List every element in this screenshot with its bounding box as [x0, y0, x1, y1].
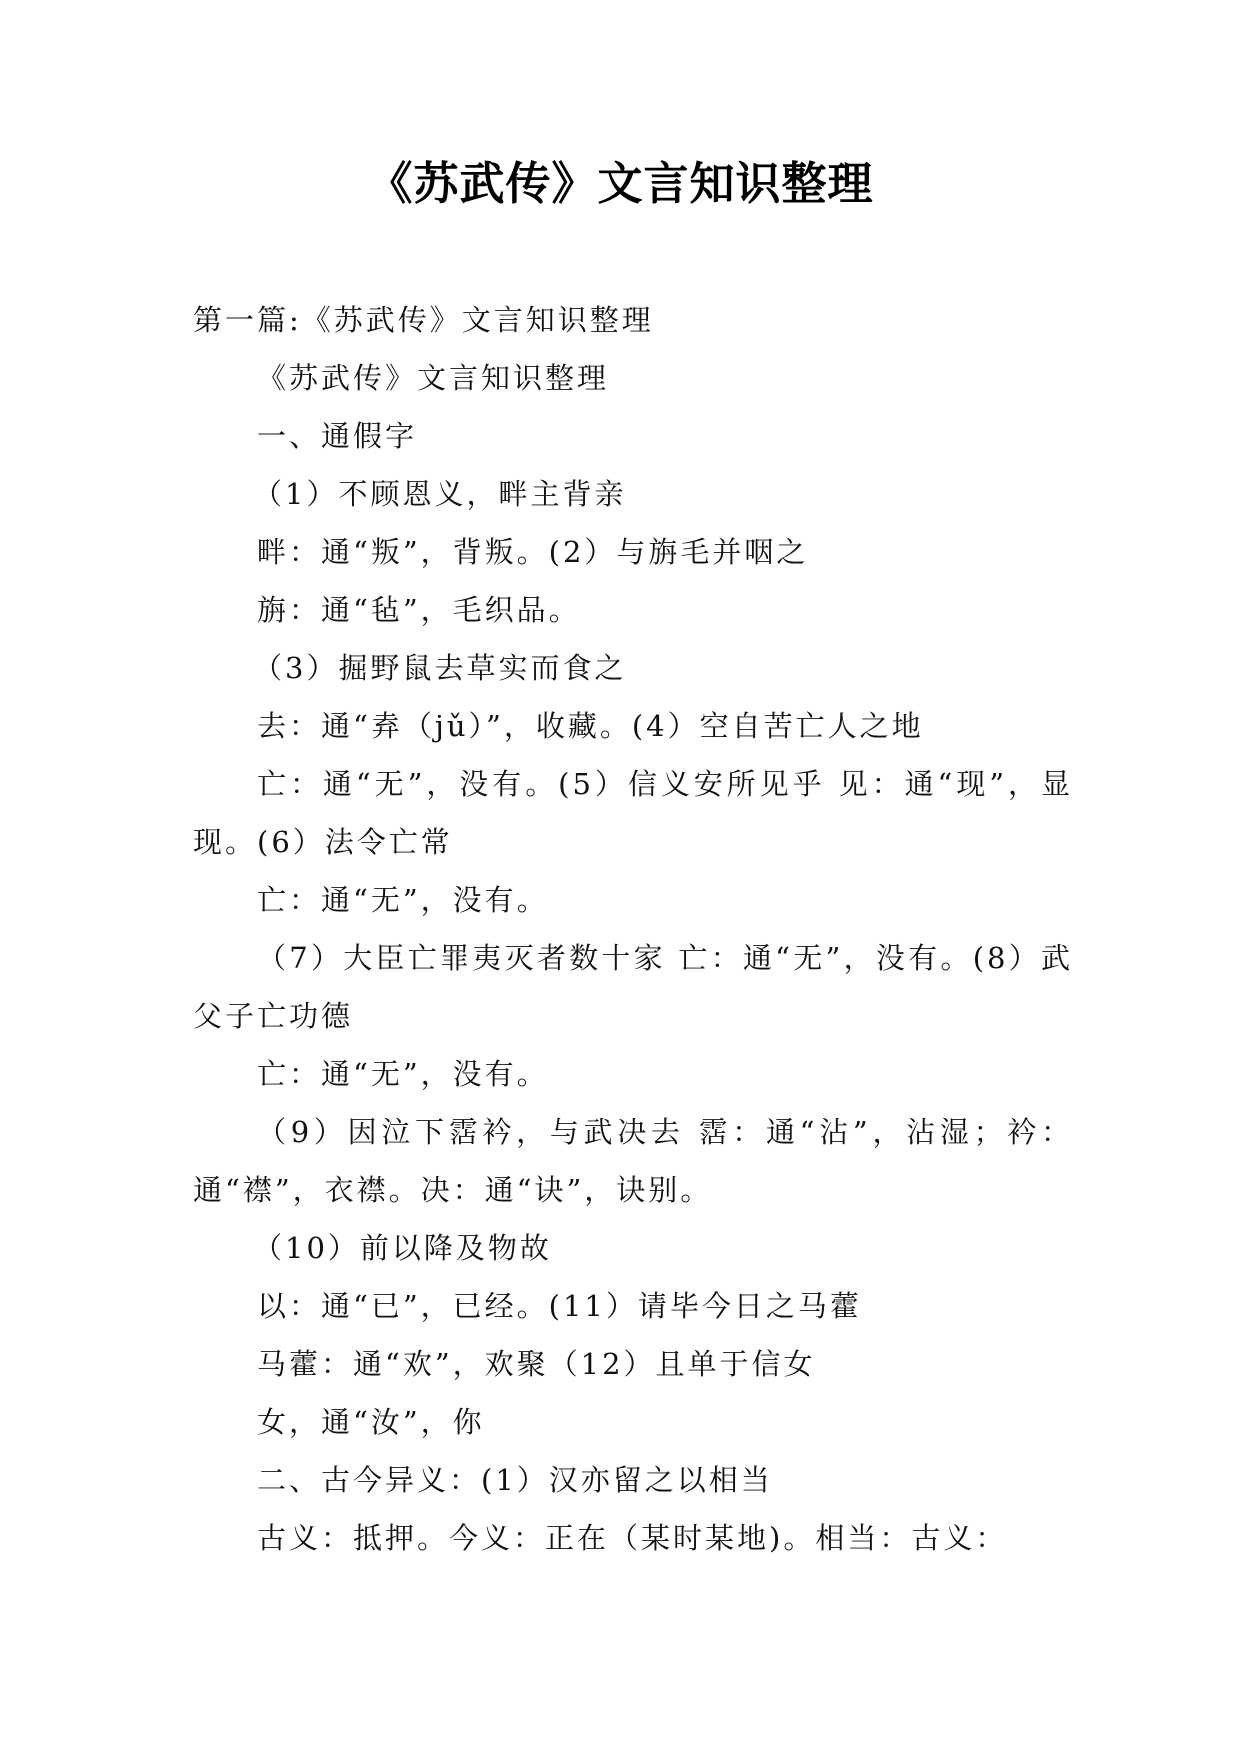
text-line: 旃：通“毡”，毛织品。 [257, 593, 581, 627]
text-line: 去：通“弆（jǔ）”，收藏。(4）空自苦亡人之地 [257, 709, 924, 743]
text-line: （3）掘野鼠去草实而食之 [253, 651, 627, 685]
subsection-heading: 二、古今异义：(1）汉亦留之以相当 [257, 1463, 773, 1497]
text-line: 畔：通“叛”，背叛。(2）与旃毛并咽之 [257, 535, 809, 569]
text-paragraph: 亡：通“无”，没有。(5）信义安所见乎 见：通“现”，显现。(6）法令亡常 [193, 767, 1073, 859]
document-title: 《苏武传》文言知识整理 [367, 157, 874, 210]
text-line: 女，通“汝”，你 [257, 1405, 485, 1439]
text-line: 古义：抵押。今义：正在（某时某地)。相当：古义： [257, 1521, 1008, 1555]
text-paragraph: （7）大臣亡罪夷灭者数十家 亡：通“无”，没有。(8）武父子亡功德 [193, 941, 1073, 1033]
text-line: 亡：通“无”，没有。 [257, 1057, 549, 1091]
text-line: 《苏武传》文言知识整理 [257, 361, 610, 395]
section-heading: 第一篇:《苏武传》文言知识整理 [193, 303, 654, 337]
subsection-heading: 一、通假字 [257, 419, 418, 453]
text-line: （1）不顾恩义，畔主背亲 [253, 477, 627, 511]
text-line: （10）前以降及物故 [253, 1231, 552, 1265]
text-paragraph: （9）因泣下霑衿，与武决去 霑：通“沾”，沾湿；衿：通“襟”，衣襟。决：通“诀”，诀别。 [193, 1115, 1073, 1207]
text-line: 以：通“已”，已经。(11）请毕今日之马藿 [257, 1289, 862, 1323]
text-line: 亡：通“无”，没有。 [257, 883, 549, 917]
text-line: 马藿：通“欢”，欢聚（12）且单于信女 [257, 1347, 816, 1381]
document-body [193, 291, 1073, 1567]
